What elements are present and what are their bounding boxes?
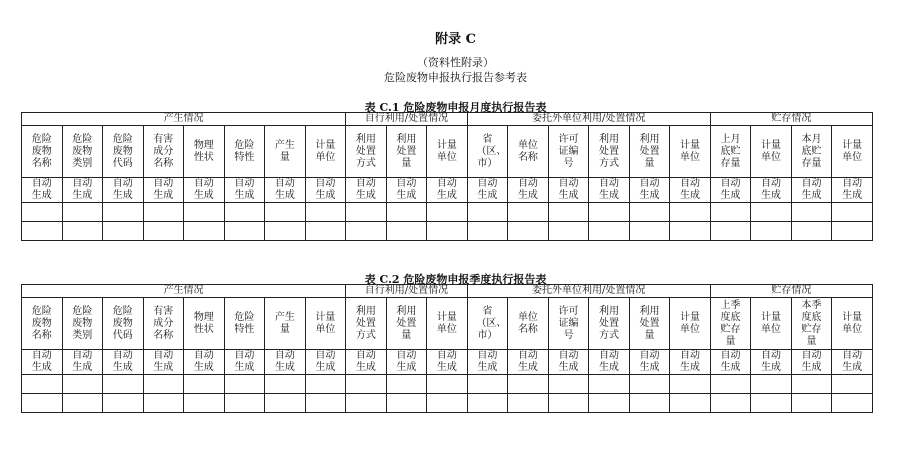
column-header-label: 省（区、市） (476, 133, 507, 169)
column-header (629, 126, 670, 178)
empty-cell (184, 375, 225, 394)
column-header-label: 上季度底贮存量 (720, 299, 741, 347)
empty-cell (670, 394, 711, 413)
empty-cell (305, 394, 346, 413)
column-header (103, 298, 144, 350)
auto-generated-cell (467, 178, 508, 203)
column-header-label: 计量单位 (761, 311, 782, 335)
auto-generated-cell (710, 178, 751, 203)
auto-generated-value: 自动生成 (72, 350, 93, 373)
empty-cell (508, 394, 549, 413)
auto-generated-value: 自动生成 (72, 178, 93, 201)
empty-cell (589, 222, 630, 241)
appendix-heading: 附录 C (435, 32, 476, 47)
auto-generated-value: 自动生成 (761, 350, 782, 373)
auto-generated-value: 自动生成 (517, 178, 538, 201)
auto-generated-cell (62, 178, 103, 203)
column-header (589, 126, 630, 178)
column-header-label: 计量单位 (680, 139, 700, 163)
auto-generated-value: 自动生成 (436, 350, 457, 373)
column-header (346, 298, 387, 350)
auto-generated-value: 自动生成 (31, 178, 52, 201)
group-outsourced-disposal: 委托外单位利用/处置情况 (467, 285, 710, 298)
group-generation: 产生情况 (22, 113, 346, 126)
auto-generated-cell (670, 350, 711, 375)
table2-header-row (22, 298, 873, 350)
empty-cell (22, 222, 63, 241)
auto-generated-value: 自动生成 (801, 350, 822, 373)
empty-cell (346, 375, 387, 394)
auto-generated-value: 自动生成 (477, 178, 498, 201)
auto-generated-value: 自动生成 (234, 350, 255, 373)
column-header-label: 物理性状 (193, 311, 214, 335)
column-header-label: 利用处置方式 (598, 305, 619, 341)
empty-cell (467, 203, 508, 222)
auto-generated-cell (832, 178, 873, 203)
column-header (791, 298, 832, 350)
empty-cell (346, 222, 387, 241)
empty-cell (265, 394, 306, 413)
auto-generated-value: 自动生成 (436, 178, 457, 201)
empty-cell (589, 394, 630, 413)
auto-generated-cell (143, 350, 184, 375)
empty-cell (791, 375, 832, 394)
empty-cell (224, 222, 265, 241)
auto-generated-cell (832, 350, 873, 375)
table2-caption: 表 C.2 危险废物申报季度执行报告表 (364, 273, 547, 286)
column-header-label: 有害成分名称 (153, 133, 174, 169)
auto-generated-cell (791, 178, 832, 203)
empty-cell (548, 394, 589, 413)
empty-cell (467, 394, 508, 413)
column-header-label: 危险废物名称 (31, 305, 52, 341)
auto-generated-cell (751, 350, 792, 375)
auto-generated-cell (62, 350, 103, 375)
column-header (548, 126, 589, 178)
column-header (508, 298, 549, 350)
empty-cell (467, 222, 508, 241)
column-header (386, 298, 427, 350)
empty-cell (751, 375, 792, 394)
auto-generated-cell (427, 178, 468, 203)
table1-caption: 表 C.1 危险废物申报月度执行报告表 (364, 101, 547, 114)
empty-cell (710, 394, 751, 413)
empty-cell (751, 394, 792, 413)
auto-generated-value: 自动生成 (112, 178, 133, 201)
empty-cell (62, 203, 103, 222)
auto-generated-cell (346, 178, 387, 203)
auto-generated-cell (22, 350, 63, 375)
column-header (670, 298, 711, 350)
auto-generated-value: 自动生成 (355, 350, 376, 373)
column-header-label: 上月底贮存量 (720, 133, 741, 169)
appendix-subtitle: （资料性附录） (417, 56, 494, 69)
column-header-label: 利用处置量 (396, 133, 417, 169)
column-header (427, 126, 468, 178)
document-title: 危险废物申报执行报告参考表 (384, 71, 527, 84)
empty-cell (427, 394, 468, 413)
empty-cell (22, 394, 63, 413)
column-header-label: 计量单位 (680, 311, 700, 335)
quarterly-report-table (21, 284, 873, 413)
empty-cell (143, 203, 184, 222)
auto-generated-value: 自动生成 (396, 178, 417, 201)
empty-cell (629, 222, 670, 241)
column-header (22, 298, 63, 350)
empty-cell (22, 203, 63, 222)
empty-cell (467, 375, 508, 394)
empty-cell (791, 222, 832, 241)
group-self-disposal: 自行利用/处置情况 (346, 285, 468, 298)
column-header-label: 危险特性 (234, 311, 255, 335)
empty-cell (103, 394, 144, 413)
column-header-label: 计量单位 (761, 139, 782, 163)
column-header-label: 许可证编号 (558, 133, 579, 169)
column-header (751, 126, 792, 178)
auto-generated-value: 自动生成 (112, 350, 133, 373)
column-header-label: 危险废物代码 (112, 305, 133, 341)
column-header (22, 126, 63, 178)
empty-cell (751, 203, 792, 222)
empty-cell (62, 394, 103, 413)
auto-generated-value: 自动生成 (396, 350, 417, 373)
column-header (710, 126, 751, 178)
empty-cell (224, 203, 265, 222)
column-header (265, 126, 306, 178)
auto-generated-cell (184, 178, 225, 203)
auto-generated-cell (143, 178, 184, 203)
table1-auto-row (22, 178, 873, 203)
column-header (386, 126, 427, 178)
column-header-label: 利用处置方式 (355, 305, 376, 341)
column-header (467, 126, 508, 178)
empty-cell (710, 203, 751, 222)
column-header (710, 298, 751, 350)
column-header (103, 126, 144, 178)
empty-cell (224, 375, 265, 394)
auto-generated-value: 自动生成 (315, 178, 336, 201)
auto-generated-value: 自动生成 (355, 178, 376, 201)
empty-cell (629, 203, 670, 222)
auto-generated-value: 自动生成 (680, 178, 700, 201)
empty-cell (427, 203, 468, 222)
column-header (427, 298, 468, 350)
column-header (508, 126, 549, 178)
auto-generated-cell (589, 178, 630, 203)
auto-generated-cell (508, 350, 549, 375)
empty-cell (548, 203, 589, 222)
column-header-label: 危险废物名称 (31, 133, 52, 169)
table2-blank-row (22, 394, 873, 413)
empty-cell (305, 375, 346, 394)
auto-generated-value: 自动生成 (517, 350, 538, 373)
empty-cell (548, 222, 589, 241)
empty-cell (508, 203, 549, 222)
empty-cell (346, 394, 387, 413)
column-header-label: 危险特性 (234, 139, 255, 163)
auto-generated-cell (386, 178, 427, 203)
column-header (62, 126, 103, 178)
auto-generated-cell (589, 350, 630, 375)
auto-generated-value: 自动生成 (639, 178, 660, 201)
empty-cell (629, 375, 670, 394)
empty-cell (143, 394, 184, 413)
auto-generated-cell (305, 350, 346, 375)
auto-generated-cell (548, 178, 589, 203)
empty-cell (508, 375, 549, 394)
auto-generated-cell (103, 178, 144, 203)
column-header (346, 126, 387, 178)
empty-cell (427, 222, 468, 241)
auto-generated-value: 自动生成 (234, 178, 255, 201)
empty-cell (103, 203, 144, 222)
auto-generated-cell (791, 350, 832, 375)
column-header (629, 298, 670, 350)
column-header (143, 126, 184, 178)
table1-group-row (22, 113, 873, 126)
empty-cell (386, 375, 427, 394)
column-header (467, 298, 508, 350)
auto-generated-value: 自动生成 (720, 350, 741, 373)
empty-cell (832, 203, 873, 222)
empty-cell (710, 375, 751, 394)
column-header-label: 利用处置量 (639, 305, 660, 341)
table1-blank-row (22, 203, 873, 222)
empty-cell (103, 375, 144, 394)
column-header-label: 计量单位 (842, 139, 863, 163)
empty-cell (386, 394, 427, 413)
empty-cell (184, 203, 225, 222)
empty-cell (629, 394, 670, 413)
empty-cell (710, 222, 751, 241)
empty-cell (832, 222, 873, 241)
column-header-label: 计量单位 (842, 311, 863, 335)
column-header (265, 298, 306, 350)
empty-cell (265, 203, 306, 222)
empty-cell (386, 222, 427, 241)
column-header-label: 计量单位 (315, 311, 336, 335)
auto-generated-cell (629, 178, 670, 203)
auto-generated-cell (467, 350, 508, 375)
column-header (589, 298, 630, 350)
empty-cell (832, 375, 873, 394)
auto-generated-value: 自动生成 (842, 178, 863, 201)
column-header-label: 危险废物代码 (112, 133, 133, 169)
column-header-label: 利用处置方式 (355, 133, 376, 169)
empty-cell (184, 222, 225, 241)
empty-cell (143, 375, 184, 394)
empty-cell (265, 222, 306, 241)
auto-generated-value: 自动生成 (274, 350, 295, 373)
empty-cell (184, 394, 225, 413)
empty-cell (22, 375, 63, 394)
auto-generated-value: 自动生成 (153, 178, 174, 201)
auto-generated-cell (224, 350, 265, 375)
auto-generated-cell (629, 350, 670, 375)
column-header-label: 危险废物类别 (72, 305, 93, 341)
column-header-label: 有害成分名称 (153, 305, 174, 341)
auto-generated-cell (265, 178, 306, 203)
table1-header-row (22, 126, 873, 178)
auto-generated-value: 自动生成 (720, 178, 741, 201)
auto-generated-value: 自动生成 (558, 178, 579, 201)
empty-cell (143, 222, 184, 241)
empty-cell (791, 203, 832, 222)
column-header (751, 298, 792, 350)
auto-generated-value: 自动生成 (477, 350, 498, 373)
column-header (305, 298, 346, 350)
empty-cell (346, 203, 387, 222)
column-header-label: 计量单位 (436, 311, 457, 335)
empty-cell (751, 222, 792, 241)
column-header-label: 计量单位 (315, 139, 336, 163)
empty-cell (589, 375, 630, 394)
column-header-label: 产生量 (274, 139, 295, 163)
auto-generated-value: 自动生成 (761, 178, 782, 201)
column-header (184, 126, 225, 178)
empty-cell (508, 222, 549, 241)
empty-cell (386, 203, 427, 222)
empty-cell (589, 203, 630, 222)
column-header (224, 298, 265, 350)
auto-generated-value: 自动生成 (598, 178, 619, 201)
auto-generated-value: 自动生成 (558, 350, 579, 373)
auto-generated-value: 自动生成 (31, 350, 52, 373)
auto-generated-value: 自动生成 (639, 350, 660, 373)
auto-generated-value: 自动生成 (680, 350, 700, 373)
auto-generated-cell (265, 350, 306, 375)
table2-blank-row (22, 375, 873, 394)
auto-generated-value: 自动生成 (274, 178, 295, 201)
auto-generated-value: 自动生成 (315, 350, 336, 373)
empty-cell (427, 375, 468, 394)
column-header (832, 126, 873, 178)
column-header-label: 危险废物类别 (72, 133, 93, 169)
group-storage: 贮存情况 (710, 113, 872, 126)
column-header-label: 利用处置量 (396, 305, 417, 341)
column-header (832, 298, 873, 350)
empty-cell (265, 375, 306, 394)
column-header (143, 298, 184, 350)
empty-cell (670, 203, 711, 222)
column-header-label: 本月底贮存量 (801, 133, 822, 169)
auto-generated-cell (751, 178, 792, 203)
auto-generated-cell (305, 178, 346, 203)
auto-generated-cell (710, 350, 751, 375)
auto-generated-cell (22, 178, 63, 203)
group-storage: 贮存情况 (710, 285, 872, 298)
column-header (62, 298, 103, 350)
empty-cell (548, 375, 589, 394)
column-header (791, 126, 832, 178)
group-generation: 产生情况 (22, 285, 346, 298)
column-header-label: 单位名称 (517, 139, 538, 163)
auto-generated-value: 自动生成 (801, 178, 822, 201)
empty-cell (832, 394, 873, 413)
auto-generated-cell (670, 178, 711, 203)
group-outsourced-disposal: 委托外单位利用/处置情况 (467, 113, 710, 126)
table2-group-row (22, 285, 873, 298)
auto-generated-cell (508, 178, 549, 203)
column-header-label: 单位名称 (517, 311, 538, 335)
column-header (184, 298, 225, 350)
auto-generated-cell (103, 350, 144, 375)
empty-cell (305, 222, 346, 241)
auto-generated-cell (224, 178, 265, 203)
empty-cell (62, 222, 103, 241)
empty-cell (224, 394, 265, 413)
column-header-label: 利用处置量 (639, 133, 660, 169)
table1-blank-row (22, 222, 873, 241)
column-header-label: 计量单位 (436, 139, 457, 163)
auto-generated-value: 自动生成 (153, 350, 174, 373)
auto-generated-cell (548, 350, 589, 375)
empty-cell (670, 375, 711, 394)
group-self-disposal: 自行利用/处置情况 (346, 113, 468, 126)
auto-generated-value: 自动生成 (598, 350, 619, 373)
column-header (224, 126, 265, 178)
column-header-label: 本季度底贮存量 (801, 299, 822, 347)
column-header (548, 298, 589, 350)
monthly-report-table (21, 112, 873, 241)
column-header-label: 物理性状 (193, 139, 214, 163)
auto-generated-cell (346, 350, 387, 375)
empty-cell (103, 222, 144, 241)
empty-cell (305, 203, 346, 222)
column-header-label: 利用处置方式 (598, 133, 619, 169)
column-header (670, 126, 711, 178)
column-header-label: 产生量 (274, 311, 295, 335)
empty-cell (670, 222, 711, 241)
auto-generated-cell (184, 350, 225, 375)
column-header (305, 126, 346, 178)
auto-generated-value: 自动生成 (193, 178, 214, 201)
empty-cell (62, 375, 103, 394)
auto-generated-cell (427, 350, 468, 375)
auto-generated-cell (386, 350, 427, 375)
column-header-label: 许可证编号 (558, 305, 579, 341)
empty-cell (791, 394, 832, 413)
auto-generated-value: 自动生成 (193, 350, 214, 373)
column-header-label: 省（区、市） (476, 305, 507, 341)
auto-generated-value: 自动生成 (842, 350, 863, 373)
table2-auto-row (22, 350, 873, 375)
